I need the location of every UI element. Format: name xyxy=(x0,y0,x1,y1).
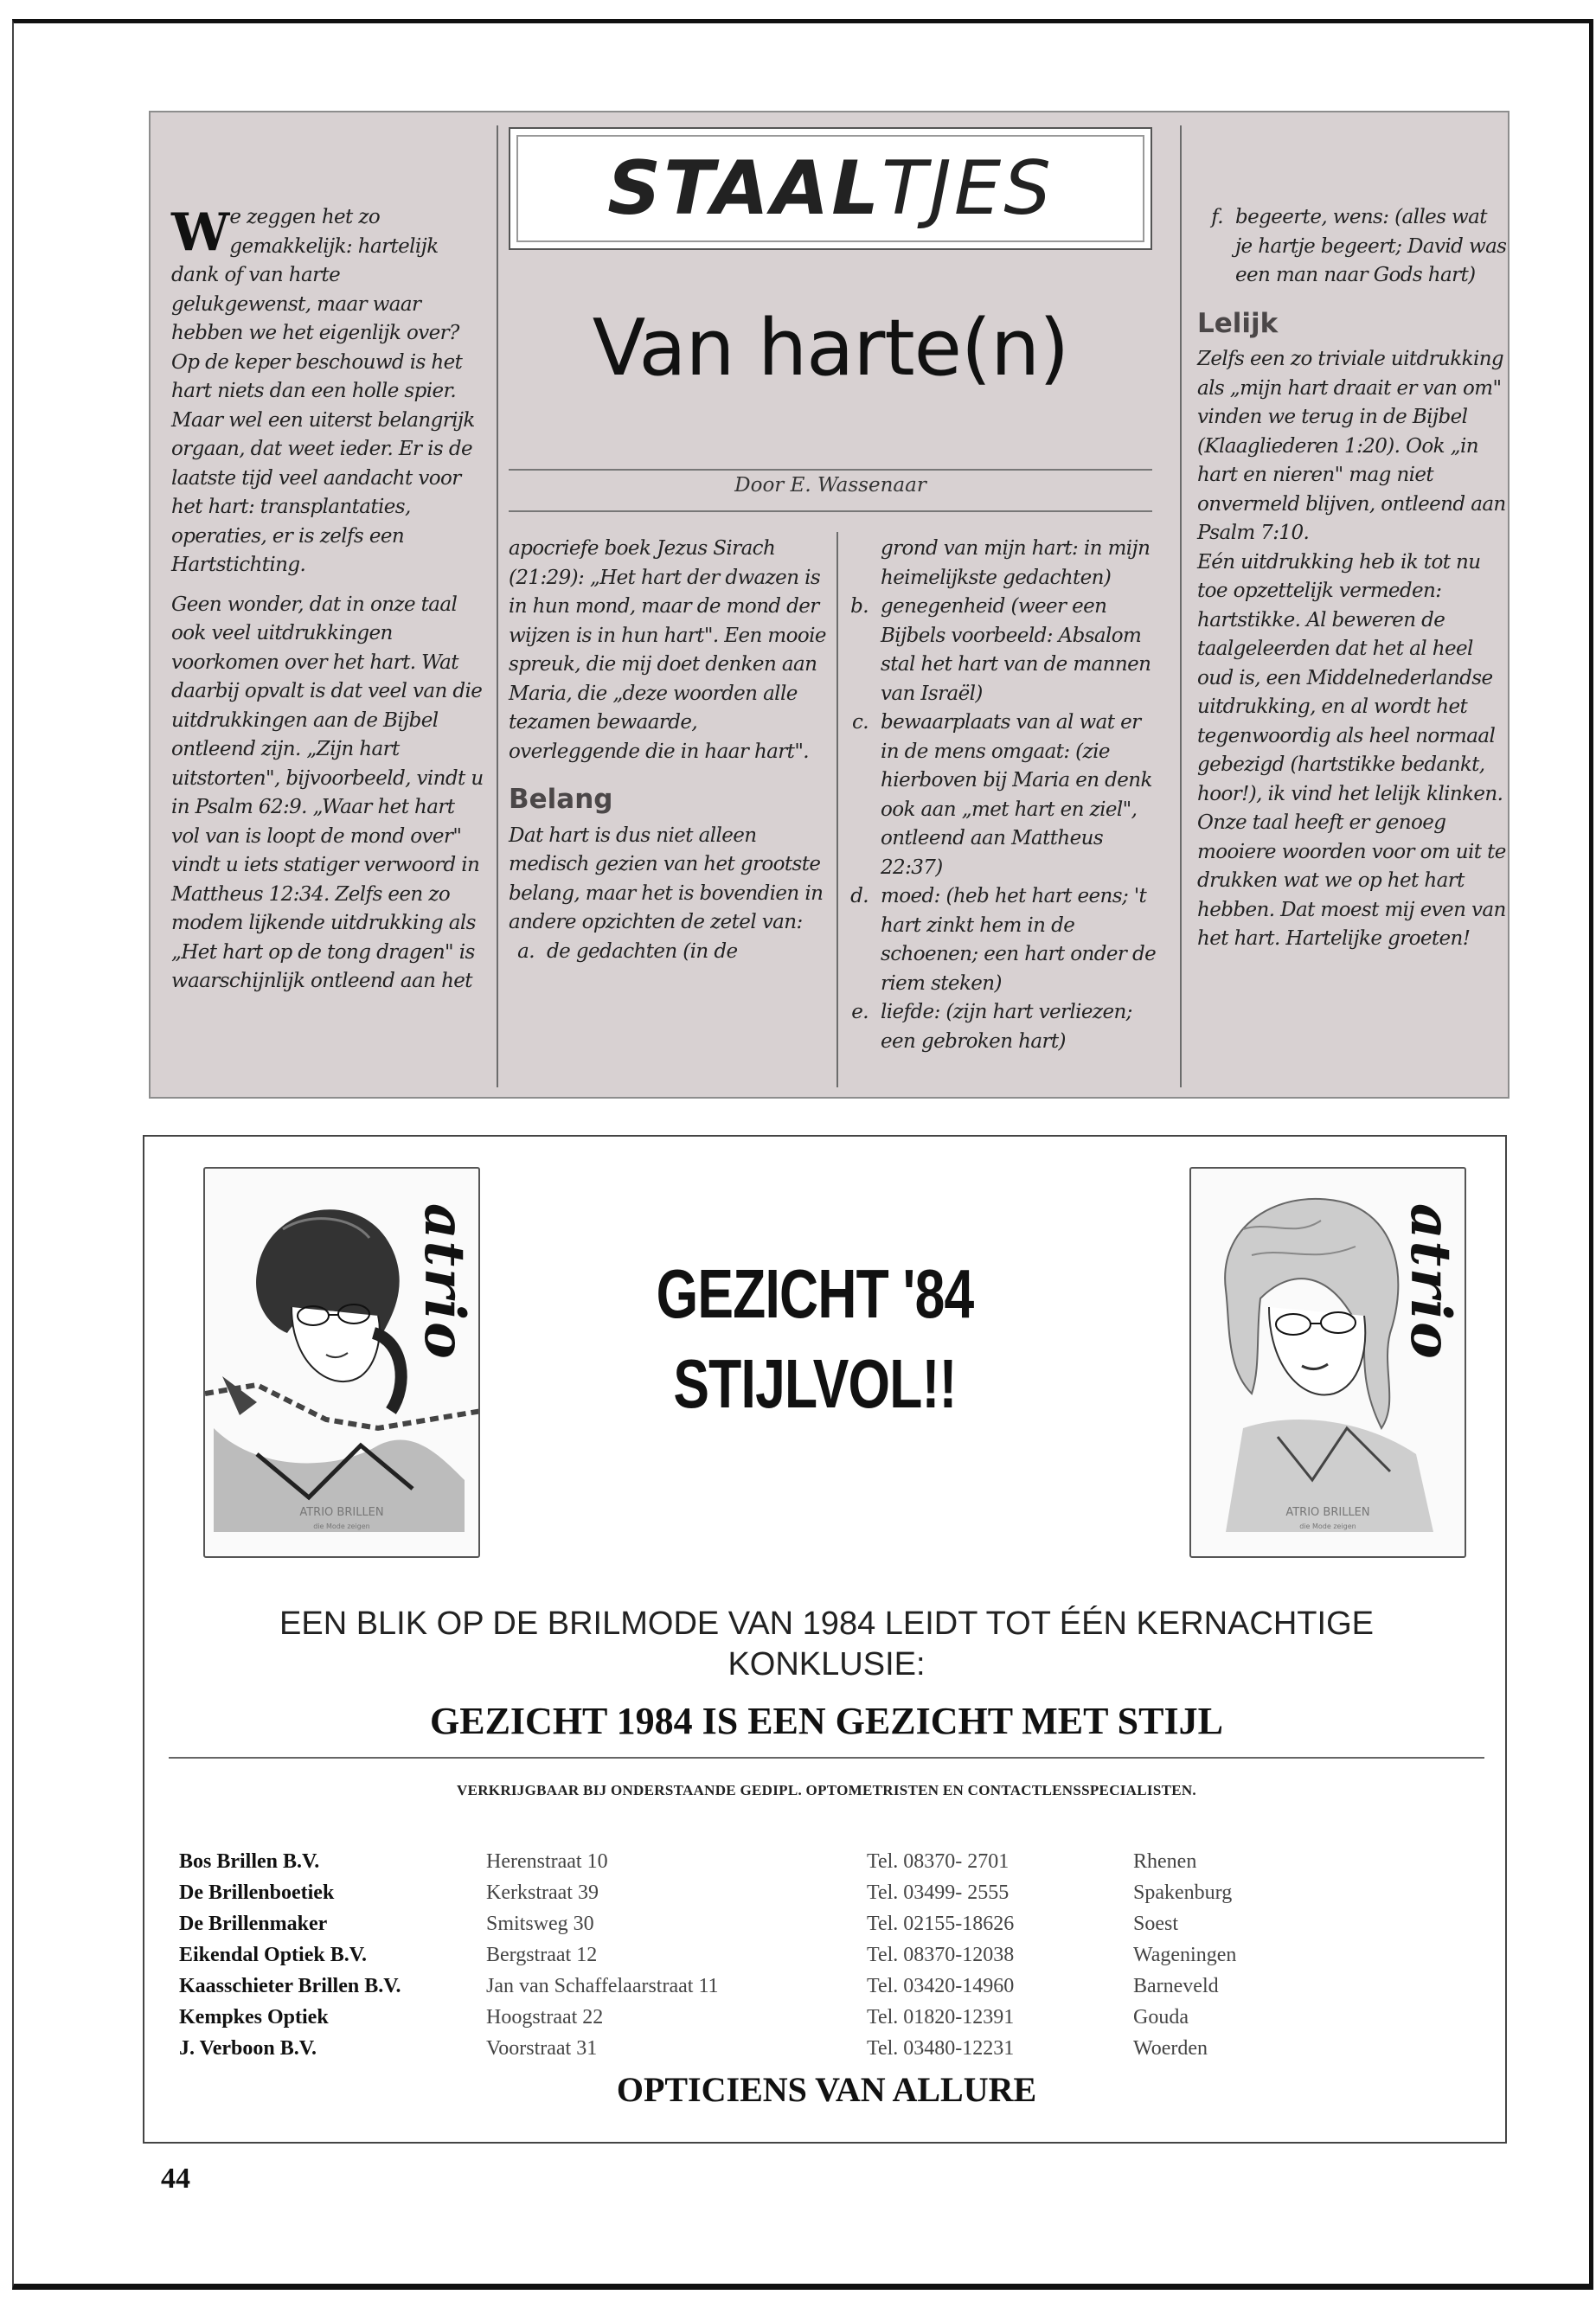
divider xyxy=(509,510,1152,512)
advert-title: GEZICHT '84 STIJLVOL!! xyxy=(656,1255,974,1422)
page-number: 44 xyxy=(161,2163,190,2195)
list-item: b. genegenheid (weer een Bijbels voorbeeld: Absalom stal het hart van de mannen van Israël) xyxy=(850,595,1151,705)
column-rule xyxy=(836,532,838,1087)
list-item: a. de gedachten (in de xyxy=(517,939,738,963)
advert-lead-text: EEN BLIK OP DE BRILMODE VAN 1984 LEIDT TOT ÉÉN KERNACHTIGE KONKLUSIE: xyxy=(279,1606,1374,1682)
body-paragraph: Zelfs een zo triviale uitdrukking als „mijn hart draait er van om" vinden we terug in de Bijbel (Klaagliederen 1:20). Ook „in hart en nieren" mag niet onvermeld blijven, ontleend aan Psalm 7:10. xyxy=(1197,348,1506,544)
portrait-caption: ATRIO BRILLEN die Mode zeigen xyxy=(1285,1506,1370,1530)
column-rule xyxy=(1180,125,1182,1087)
body-paragraph: Geen wonder, dat in onze taal ook veel uitdrukkingen voorkomen over het hart. Wat daarbij opvalt is dat veel van die uitdrukkingen aan de Bijbel ontleend zijn. „Zijn hart uitstorten", bijvoorbeeld, vindt u in Psalm 62:9. „Waar het hart vol van is loopt de mond over" vindt u iets statiger verwoord in Mattheus 12:34. Zelfs een zo modem lijkende uitdrukking als „Het hart op de tong dragen" is waarschijnlijk ontleend aan het xyxy=(171,593,484,992)
article-column-2 xyxy=(509,535,830,966)
list-item: c. bewaarplaats van al wat er in de mens omgaat: (zie hierboven bij Maria en denk ook aan „met hart en ziel", ontleend aan Mattheus 22:37) xyxy=(852,711,1152,879)
list-item: e. liefde: (zijn hart verliezen; een gebroken hart) xyxy=(851,1001,1132,1053)
drop-cap: W xyxy=(171,202,227,263)
advertisement: atrio ATRIO BRILLEN die Mode zeigen GEZICHT '84 STIJLVOL!! atrio ATRIO BRILLEN die Mode zeigen EEN BLIK OP DE BRILMODE VAN 1984 LEIDT TOT ÉÉN KERNACHTIGE KONKLUSIE: GEZICHT 1984 IS EEN GEZICHT MET STIJL VERKRIJGBAAR BIJ ONDERSTAANDE GEDIPL. OPTOMETRISTEN EN CONTACTLENSSPECIALISTEN. Bos Brillen B.V. Herenstraat 10 Tel. 08370- 2701 Rhenen De Brillenboetiek Kerkstraat 39 Tel. 03499- 2555 Spakenburg De Brillenmaker Smitsweg 30 Tel. 02155-18626 Soest Eikendal Optiek B.V. Bergstraat 12 Tel. 08370-12038 Wageningen Kaasschieter Brillen B.V. Jan van Schaffelaarstraat 11 Tel. 03420-14960 Barneveld Kempkes Optiek Hoogstraat 22 Tel. 01820-12391 Gouda J. Verboon B.V. Voorstraat 31 Tel. 03480-12231 Woerden OPTICIENS VAN ALLURE xyxy=(143,1135,1507,2144)
brand-logo: atrio xyxy=(1398,1203,1463,1361)
article-column-3 xyxy=(843,535,1158,1056)
body-paragraph: apocriefe boek Jezus Sirach (21:29): „Het hart der dwazen is in hun mond, maar de mond der wijzen is in hun hart". Een mooie spreuk, die mij doet denken aan Maria, die „deze woorden alle tezamen bewaarde, overleggende die in haar hart". xyxy=(509,537,826,763)
article-title: Van harte(n) xyxy=(592,303,1069,394)
intro-paragraph: e zeggen het zo gemakkelijk: hartelijk dank of van harte gelukgewenst, maar waar hebben we het eigenlijk over? Op de keper beschouwd is het hart niets dan een holle spier. Maar wel een uiterst belangrijk orgaan, dat weet ieder. Er is de laatste tijd veel aandacht voor het hart: transplantaties, operaties, er is zelfs een Hartstichting. xyxy=(171,206,475,576)
portrait-card-right xyxy=(1189,1167,1466,1558)
advert-headline: GEZICHT 1984 IS EEN GEZICHT MET STIJL xyxy=(430,1700,1223,1742)
portrait-card-left xyxy=(203,1167,480,1558)
article-box xyxy=(149,111,1509,1099)
subheading: Lelijk xyxy=(1197,307,1279,339)
body-paragraph: Eén uitdrukking heb ik tot nu toe opzettelijk vermeden: hartstikke. Al beweren de taalgeleerden dat het al heel oud is, een Middelnederlandse uitdrukking, en al wordt het tegenwoordig als heel normaal gebezigd (hartstikke bedankt, hoor!), ik vind het lelijk klinken. Onze taal heeft er genoeg mooiere woorden voor om uit te drukken wat we op het hart hebben. Dat moest mij even van het hart. Hartelijke groeten! xyxy=(1197,550,1506,950)
byline: Door E. Wassenaar xyxy=(734,474,926,497)
column-kicker: STAALTJES xyxy=(607,145,1054,232)
list-item: d. moed: (heb het hart eens; 't hart zinkt hem in de schoenen; een hart onder de riem steken) xyxy=(850,885,1157,995)
advert-tagline: OPTICIENS VAN ALLURE xyxy=(616,2070,1037,2109)
portrait-caption: ATRIO BRILLEN die Mode zeigen xyxy=(299,1506,384,1530)
list-item: grond van mijn hart: in mijn heimelijkste gedachten) xyxy=(881,537,1151,589)
column-kicker-box xyxy=(509,127,1152,250)
column-rule xyxy=(497,125,498,1087)
availability-note: VERKRIJGBAAR BIJ ONDERSTAANDE GEDIPL. OPTOMETRISTEN EN CONTACTLENSSPECIALISTEN. xyxy=(457,1782,1196,1798)
divider xyxy=(509,469,1152,471)
list-item: f. begeerte, wens: (alles wat je hartje begeert; David was een man naar Gods hart) xyxy=(1211,206,1507,286)
body-paragraph: Dat hart is dus niet alleen medisch gezien van het grootste belang, maar het is bovendien in andere opzichten de zetel van: xyxy=(509,824,824,933)
article-column-4 xyxy=(1197,203,1509,965)
article-column-1 xyxy=(171,203,484,1007)
subheading: Belang xyxy=(509,784,613,815)
brand-logo: atrio xyxy=(412,1203,477,1361)
divider xyxy=(169,1757,1484,1759)
